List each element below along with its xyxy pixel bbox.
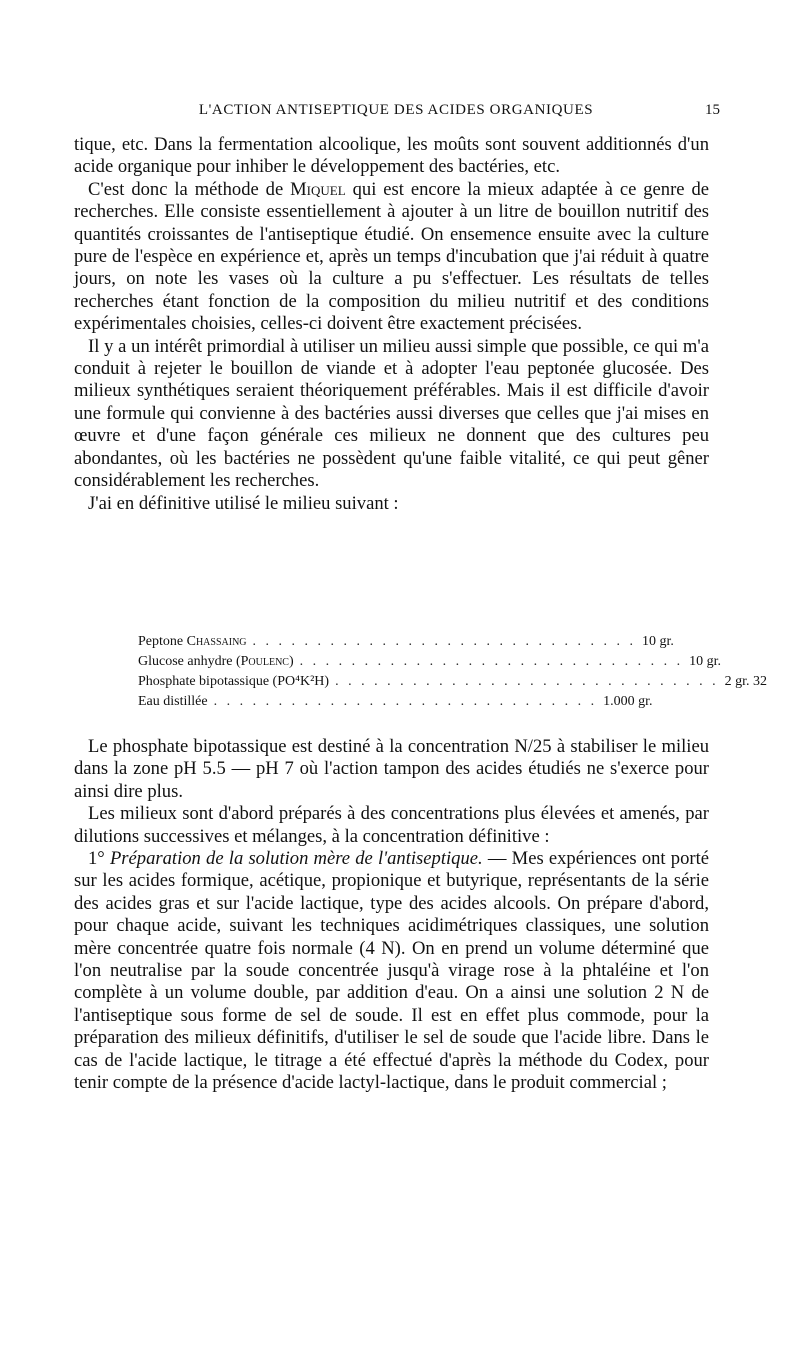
miquel-method-label: méthode de xyxy=(194,178,284,200)
section-1-title: Préparation de la solution mère de l'antiseptique. xyxy=(109,848,483,870)
section-1-text: — Mes expériences ont porté sur les acides formique, acétique, propionique et butyrique, représentants de la série des acides gras et sur l'acide lactique, type des acides alcools. On prépare d'abord, pour chaque acide, suivant les techniques acidimétriques classiques, une solution mère concentrée quatre fois normale (4 N). On en prend un volume déterminé que l'on neutralise par la soude concentrée jusqu'à virage rose à la phtaléine et l'on complète à un volume double, par addition d'eau. On a ainsi une solution 2 N de l'antiseptique sous forme de sel de soude. Il est en effet plus commode, pour la préparation des milieux définitifs, d'utiliser le sel de soude que l'acide libre. Dans le cas de l'acide lactique, le titrage a été effectué d'après la méthode du Codex, pour tenir compte de la présence d'acide lactyl-lactique, dans le produit commercial ; xyxy=(74,848,709,1094)
formula-row xyxy=(138,692,654,712)
paragraph-intro: tique, etc. Dans la fermentation alcoolique, les moûts sont souvent additionnés d'un acide organique pour inhiber le développement des bactéries, etc. xyxy=(74,134,709,178)
leader-dots: . . . . . . . . . . . . . . . . . . . . . . . . . . . . . . xyxy=(213,694,598,709)
page-number: 15 xyxy=(705,102,720,118)
formula-row xyxy=(138,672,767,692)
body-text-bottom xyxy=(74,736,709,1095)
formula-quantity: 1.000 gr. xyxy=(603,694,653,709)
author-name-miquel: Miquel xyxy=(290,178,346,200)
formula-ingredient: Glucose anhydre (Poulenc) xyxy=(138,654,294,669)
formula-quantity: 10 gr. xyxy=(642,634,674,649)
section-1-number: 1° xyxy=(88,848,105,870)
section-1-paragraph xyxy=(74,848,709,1094)
formula-quantity: 2 gr. 32 xyxy=(724,674,767,689)
formula-row xyxy=(138,632,674,652)
formula-ingredient: Eau distillée xyxy=(138,694,208,709)
paragraph-dilutions: Les milieux sont d'abord préparés à des concentrations plus élevées et amenés, par dilutions successives et mélanges, à la concentration définitive : xyxy=(74,803,709,847)
formula-quantity: 10 gr. xyxy=(689,654,722,669)
miquel-text: qui est encore la mieux adaptée à ce genre de recherches. Elle consiste essentiellement à ajouter à un litre de bouillon nutritif des quantités croissantes de l'antiseptique étudié. On ensemence ensuite avec la culture pure de l'espèce en expérience et, après un temps d'incubation que j'ai réduit à quatre jours, on note les vases où la culture a pu s'effectuer. Les résultats de telles recherches étant fonction de la composition du milieu nutritif et des conditions expérimentales choisies, celles-ci doivent être exactement précisées. xyxy=(74,178,710,335)
formula-row xyxy=(138,652,722,672)
leader-dots: . . . . . . . . . . . . . . . . . . . . . . . . . . . . . . xyxy=(252,634,637,649)
formula-ingredient: Peptone Chassaing xyxy=(138,634,247,649)
formula-ingredient: Phosphate bipotassique (PO⁴K²H) xyxy=(138,674,330,689)
leader-dots: . . . . . . . . . . . . . . . . . . . . . . . . . . . . . . xyxy=(299,654,684,669)
body-text-top xyxy=(74,134,709,515)
paragraph-milieu-suivant: J'ai en définitive utilisé le milieu suivant : xyxy=(88,492,399,514)
paragraph-miquel xyxy=(74,179,709,336)
paragraph-phosphate: Le phosphate bipotassique est destiné à la concentration N/25 à stabiliser le milieu dans la zone pH 5.5 — pH 7 où l'action tampon des acides étudiés ne s'exerce pour ainsi dire plus. xyxy=(74,736,709,802)
leader-dots: . . . . . . . . . . . . . . . . . . . . . . . . . . . . . . xyxy=(335,674,719,689)
miquel-prefix: C'est donc la xyxy=(88,178,188,200)
running-title: L'ACTION ANTISEPTIQUE DES ACIDES ORGANIQUES xyxy=(198,102,594,118)
culture-medium-formula xyxy=(138,632,767,712)
page-header xyxy=(76,100,720,124)
paragraph-milieu: Il y a un intérêt primordial à utiliser un milieu aussi simple que possible, ce qui m'a conduit à rejeter le bouillon de viande et à adopter l'eau peptonée glucosée. Des milieux synthétiques seraient théoriquement préférables. Mais il est difficile d'avoir une formule qui convienne à des bactéries aussi diverses que celles que j'ai mises en œuvre et d'une façon générale ces milieux ne donnent que des cultures peu abondantes, où les bactéries ne possèdent qu'une faible vitalité, ce qui peut gêner considérablement les recherches. xyxy=(74,335,709,492)
